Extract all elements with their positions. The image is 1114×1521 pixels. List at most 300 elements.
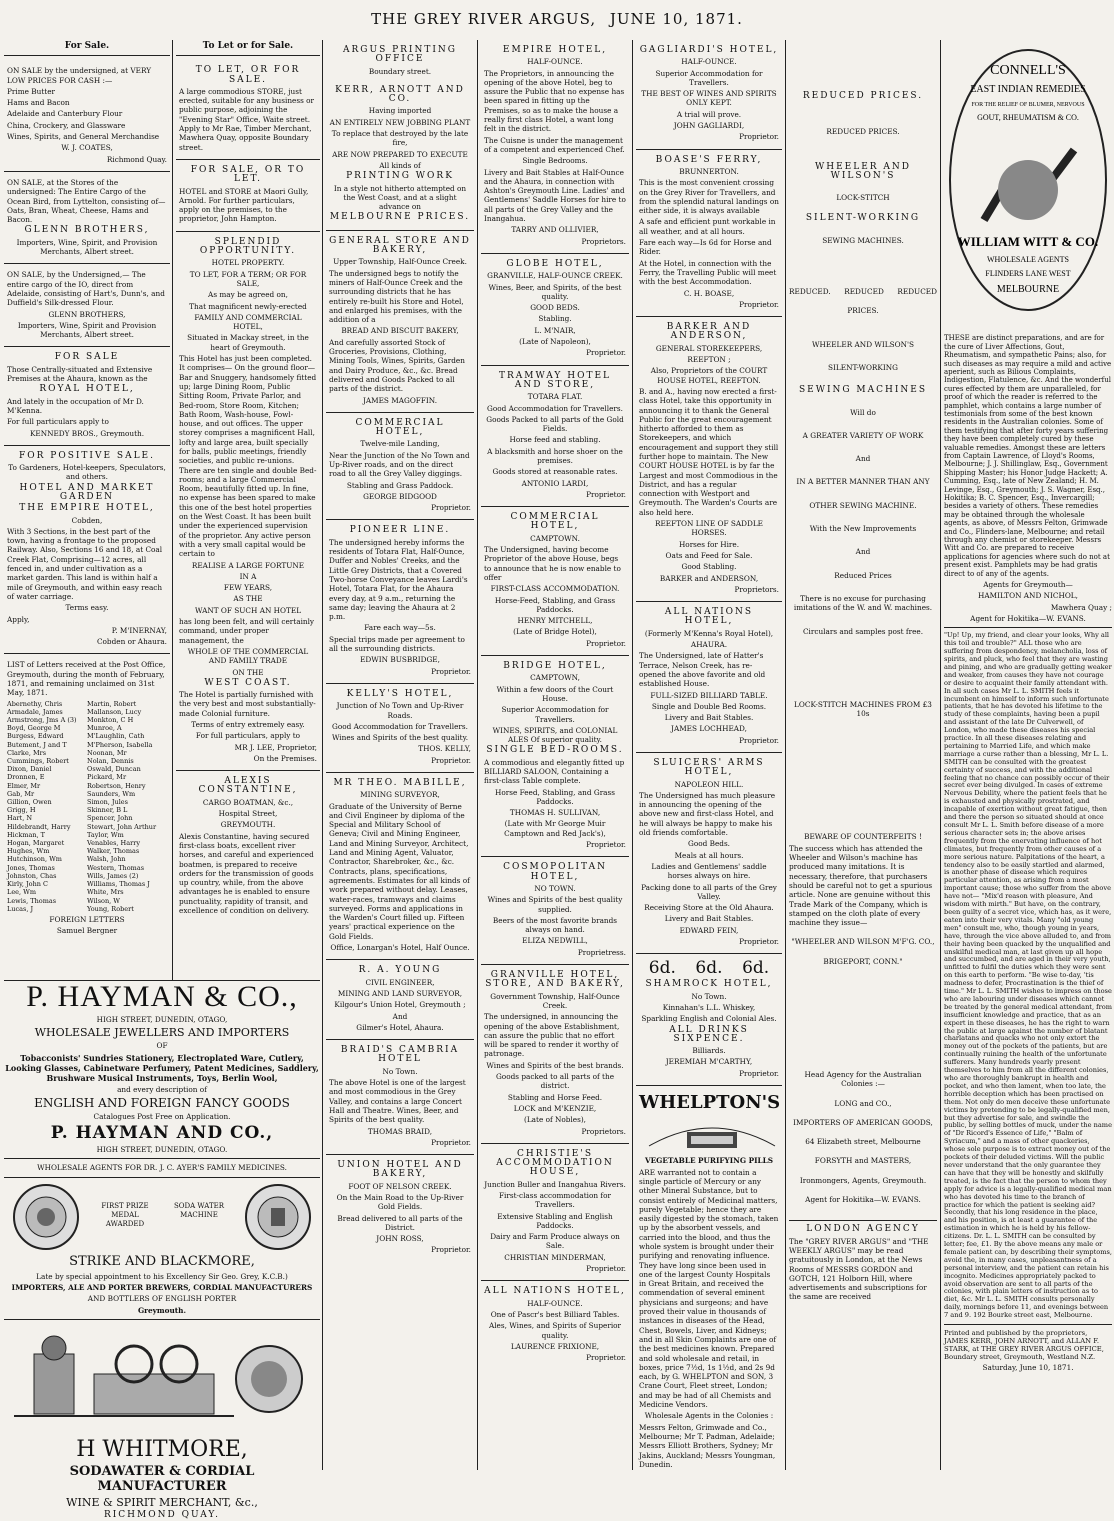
hayman-line: ENGLISH AND FOREIGN FANCY GOODS	[34, 1095, 290, 1110]
column-for-sale	[4, 40, 170, 980]
ad-line: GENERAL STOREKEEPERS,	[655, 343, 763, 353]
ad-title: BOASE'S FERRY,	[655, 154, 763, 165]
ad-line: HALF-OUNCE.	[681, 57, 737, 67]
ad-line: As may be agreed on,	[208, 290, 288, 300]
ad-general-store	[326, 231, 474, 413]
letter-name: Clarke, Mrs	[7, 748, 47, 757]
ad-line: Horses for Hire.	[678, 539, 740, 549]
signature: MR J. LEE, Proprietor,	[234, 742, 317, 752]
letter-name: Pickard, Mr	[87, 773, 127, 782]
ad-line: Terms of entry extremely easy.	[191, 720, 305, 729]
ad-line: WINES, SPIRITS, and COLONIAL ALES Of superior quality.	[492, 725, 618, 745]
signature: ANTONIO LARDI,	[521, 478, 589, 488]
ad-line: GOOD BEDS.	[530, 303, 580, 313]
ad-positive-sale	[4, 446, 170, 655]
ad-body: Messrs Felton, Grimwade and Co., Melbourne; Mr T. Padman, Adelaide; Messrs Elliott Brothers, Sydney; Mr Jakins, Auckland; Messrs Youngman, Dunedin.	[639, 1422, 776, 1469]
ad-line: No Town.	[691, 991, 727, 1001]
medal-icon	[243, 1182, 313, 1252]
ad-line: REEFTON ;	[687, 355, 731, 365]
ad-name: GLENN BROTHERS,	[48, 309, 126, 319]
ad-braid	[326, 1040, 474, 1155]
ad-title: TO LET, OR FOR SALE.	[195, 65, 301, 85]
item: Wines, Spirits, and General Merchandise	[7, 132, 160, 142]
ad-line: All kinds of	[379, 160, 421, 170]
ad-line: LOCK-STITCH MACHINES FROM £3 10s	[794, 699, 932, 719]
ad-body: The Undersigned, late of Hatter's Terrace, Nelson Creek, has re-opened the above favorite and old established House.	[639, 651, 766, 689]
signature: Proprietor.	[431, 666, 471, 676]
ad-line: HALF-OUNCE.	[527, 57, 583, 67]
ad-body: A safe and efficient punt workable in all weather, and at all hours.	[639, 217, 776, 236]
issue-date: JUNE 10, 1871.	[609, 10, 743, 28]
ad-line: PRINTING WORK	[346, 171, 454, 182]
ad-line: Situated in Mackay street, in the heart of Greymouth.	[187, 333, 309, 352]
ad-title: KELLY'S HOTEL,	[346, 688, 454, 699]
ad-line: TO LET, FOR A TERM; OR FOR SALE,	[189, 269, 307, 288]
foreign-letters: FOREIGN LETTERS	[49, 914, 125, 924]
badge-text: CONNELL'S	[990, 63, 1066, 78]
divider	[4, 1158, 320, 1159]
ad-body: To Gardeners, Hotel-keepers, Speculators, and others.	[8, 463, 166, 482]
ad-title: REDUCED PRICES.	[802, 91, 924, 101]
ad-body: The Undersigned, having become Proprietor of the above House, begs to announce that he is now enable to offer	[484, 545, 621, 582]
ad-line: Sparkling English and Colonial Ales.	[641, 1014, 777, 1024]
ad-commercial-hotel	[326, 413, 474, 521]
ad-letters-list	[4, 654, 170, 942]
column-header: For Sale.	[64, 41, 110, 51]
ad-line: (Formerly M'Kenna's Royal Hotel),	[644, 628, 774, 638]
ad-line: WHEELER AND WILSON'S	[812, 339, 914, 349]
ad-line: Will do	[850, 407, 876, 417]
letter-name: Noonan, Mr	[87, 748, 127, 757]
signature: Proprietor.	[431, 755, 471, 765]
ad-line: Stabling.	[538, 314, 572, 324]
ad-sluicers-arms	[636, 753, 782, 954]
imprint-date: Saturday, June 10, 1871.	[982, 1363, 1074, 1373]
strike-line: AND BOTTLERS OF ENGLISH PORTER	[87, 1294, 237, 1304]
column-4	[481, 40, 629, 1470]
letter-name: Armstrong, Jms A (3)	[7, 716, 77, 725]
letter-name: Jones, Thomas	[7, 863, 55, 872]
ad-title: BRAID'S CAMBRIA HOTEL	[340, 1045, 460, 1065]
ad-body: With 3 Sections, in the best part of the town, having a frontage to the proposed Railway. Also, Sections 16 and 18, at Coal Creek Flat, Comprising—12 acres, all fenced in, and under cultivation as a market garden. This land is within half a mile of Greymouth, and within easy reach of water carriage.	[7, 526, 163, 601]
ad-line: One of Pascr's best Billiard Tables.	[490, 1309, 620, 1319]
ad-pioneer-line	[326, 520, 474, 683]
ad-line: GRANVILLE, HALF-OUNCE CREEK.	[487, 271, 623, 281]
ad-line: Upper Township, Half-Ounce Creek.	[333, 257, 467, 267]
ad-alexis	[176, 771, 320, 922]
ad-body: The Proprietors, in announcing the opening of the above Hotel, beg to assure the Public that no expense has been spared in fitting up the Premises, so as to make the house a really first class Hotel, a want long felt in the district.	[484, 68, 625, 134]
ad-line: BRIGEPORT, CONN."	[823, 956, 903, 966]
ad-line: Goods stored at reasonable rates.	[492, 467, 618, 477]
price: 6d.	[742, 958, 770, 979]
ad-body: The undersigned, in announcing the opening of the above Establishment, can assure the public that no effort will be spared to render it worthy of patronage.	[484, 1012, 620, 1059]
ad-line: Livery and Bait Stables.	[664, 914, 754, 924]
whitmore-line: RICHMOND QUAY.	[103, 1510, 221, 1521]
letter-name: Skinner, B L	[87, 806, 128, 815]
masthead	[0, 0, 1114, 38]
ad-line: First-class accommodation for Travellers.	[498, 1190, 612, 1210]
ad-line: Wines and Spirits of the best quality supplied.	[487, 895, 623, 914]
ad-title: SPLENDID OPPORTUNITY.	[199, 236, 297, 257]
ad-title: GAGLIARDI'S HOTEL,	[639, 45, 779, 55]
whitmore-line: SODAWATER & CORDIAL MANUFACTURER	[69, 1464, 255, 1495]
ad-body: The Cuisne is under the management of a competent and experienced Chef.	[484, 135, 625, 154]
signature: THOS. KELLY,	[418, 744, 471, 754]
ad-body: And lately in the occupation of Mr D. M'Kenna.	[7, 396, 144, 415]
ad-shamrock	[636, 954, 782, 1086]
ad-line: ON THE	[232, 667, 264, 677]
ad-name: GLENN BROTHERS,	[24, 225, 150, 236]
ad-line: Dairy and Farm Produce always on Sale.	[490, 1232, 620, 1251]
hayman-address: HIGH STREET, DUNEDIN, OTAGO,	[96, 1015, 228, 1024]
signature: P. M'INERNAY,	[111, 625, 167, 635]
ad-line: THE BEST OF WINES AND SPIRITS ONLY KEPT.	[641, 89, 777, 108]
ad-line: Horse Feed, Stabling, and Grass Paddocks.	[494, 787, 616, 806]
letter-name: Oswald, Duncan	[87, 765, 141, 774]
ad-line: Receiving Store at the Old Ahaura.	[644, 903, 774, 913]
divider	[944, 627, 1112, 628]
column-7	[944, 40, 1112, 1470]
signature: LOCK and M'KENZIE,	[513, 1103, 597, 1113]
letter-name: Lee, Wm	[7, 888, 36, 897]
letter-name: Martin, Robert	[87, 699, 137, 708]
ad-line: SILENT-WORKING	[805, 213, 921, 224]
ad-bridge-hotel	[481, 656, 629, 857]
ad-line: Head Agency for the Australian Colonies :—	[804, 1069, 922, 1089]
letter-name: Mallanson, Lucy	[87, 707, 142, 716]
ad-line: MINING AND LAND SURVEYOR,	[337, 988, 463, 998]
signature: GEORGE BIDGOOD	[363, 491, 437, 501]
price: 6d.	[648, 958, 676, 979]
letter-name: Taylor, Wm	[87, 830, 124, 839]
letter-name: Dronnen, E	[7, 773, 45, 782]
price: 6d.	[695, 958, 723, 979]
ad-line: Circulars and samples post free.	[802, 626, 924, 636]
ad-line: BRUNNERTON.	[679, 166, 739, 176]
ad-line: Fare each way—5s.	[364, 623, 436, 633]
ad-line: Packing done to all parts of the Grey Valley.	[641, 882, 777, 901]
letter-name: Munroe, A	[87, 724, 122, 733]
ad-line: Agent for Hokitika—W. EVANS.	[970, 613, 1086, 623]
letter-name: Hutchinson, Wm	[7, 855, 62, 864]
pill-box-icon	[639, 1116, 785, 1152]
letter-name: Lewis, Thomas	[7, 896, 57, 905]
letter-name: Venables, Harry	[87, 839, 140, 848]
ad-line: GREYMOUTH.	[220, 820, 276, 830]
ad-line: Wines and Spirits of the best quality.	[331, 733, 469, 743]
ad-body: The undersigned begs to notify the miners of Half-Ounce Creek and the surrounding districts that he has entirely re-built his Store and Hotel, and enlarged his premises, with the addition of a	[329, 268, 464, 325]
ad-line: Twelve-mile Landing,	[360, 439, 440, 449]
ad-title: FOR POSITIVE SALE.	[19, 450, 155, 461]
letter-name: Cummings, Robert	[7, 757, 69, 766]
ad-line: No Town.	[382, 1066, 418, 1076]
ad-title: FOR SALE, OR TO LET.	[190, 164, 306, 185]
names-right	[87, 700, 167, 913]
ad-to-let	[176, 60, 320, 160]
letter-name: Grigg, H	[7, 806, 36, 815]
ad-line: Billiards.	[692, 1046, 726, 1056]
signature: (Late of Napoleon),	[519, 337, 591, 347]
ad-line: TOTARA FLAT.	[527, 392, 583, 402]
hayman-line: and every description of	[117, 1084, 207, 1094]
ad-line: Hospital Street,	[218, 809, 278, 819]
hayman-name-2: P. HAYMAN AND CO.,	[50, 1123, 274, 1144]
ad-body: The undersigned hereby informs the residents of Totara Flat, Half-Ounce, Duffer and Nobles' Creeks, and the Little Grey Districts, that a Covered Two-horse Conveyance leaves Lardi's Hotel, Totara Flat, for the Ahaura every day, at 9 a.m., returning the same day; leaving the Ahaura at 2 p.m.	[329, 537, 468, 622]
ad-body: Livery and Bait Stables at Half-Ounce and the Ahaura, in connection with Ashton's Greymouth Line. Ladies' and Gentlemens' Saddle Horses for hire to all parts of the Grey Valley and the Inangahua.	[484, 167, 626, 224]
ad-line: For full particulars, apply to	[195, 731, 301, 741]
ad-line: Goods Packed to all parts of the Gold Fields.	[486, 414, 624, 434]
medal-caption: SODA WATER MACHINE	[174, 1201, 224, 1220]
ad-title: ALEXIS CONSTANTINE,	[198, 776, 298, 796]
column-rule	[322, 40, 323, 1470]
whitmore-line: WINE & SPIRIT MERCHANT, &c.,	[66, 1496, 258, 1510]
signature: Proprietor.	[431, 1245, 471, 1255]
strike-name: STRIKE AND BLACKMORE,	[69, 1253, 255, 1269]
medal-caption: FIRST PRIZE MEDAL AWARDED	[101, 1201, 149, 1229]
ad-line: REDUCED PRICES.	[826, 127, 900, 137]
ad-body: For full particulars apply to	[7, 417, 109, 427]
signature: W. J. COATES,	[61, 143, 113, 153]
ad-line: To replace that destroyed by the late fire,	[331, 129, 469, 148]
ad-line: CARGO BOATMAN, &c.,	[202, 797, 294, 807]
ad-title: MR THEO. MABILLE,	[333, 778, 467, 788]
paper-name: THE GREY RIVER ARGUS,	[371, 10, 597, 28]
ad-whelptons-pills	[636, 1086, 782, 1476]
ad-gagliardi	[636, 40, 782, 150]
signature: EDWIN BUSBRIDGE,	[360, 655, 440, 665]
ad-line: Agents for Greymouth—	[983, 580, 1073, 590]
ad-line: Ladies and Gentlemens' saddle horses always on hire.	[651, 861, 767, 881]
ad-line: LONG and CO.,	[834, 1098, 892, 1108]
whitmore-name: H WHITMORE,	[76, 1437, 248, 1463]
letter-name: Nolan, Dennis	[87, 757, 134, 766]
ad-line: ALL DRINKS SIXPENCE.	[669, 1024, 749, 1044]
signature: Proprietor.	[586, 1353, 626, 1363]
ad-line: Junction of No Town and Up-River Roads.	[336, 701, 464, 720]
ad-line: OTHER SEWING MACHINE.	[809, 500, 917, 510]
ad-title: ALL NATIONS HOTEL,	[484, 1286, 626, 1297]
ad-line: Wines and Spirits of the best brands.	[486, 1060, 624, 1070]
ad-line: And	[392, 1011, 408, 1021]
ad-title: ARGUS PRINTING OFFICE	[343, 45, 457, 65]
signature: Proprietor.	[431, 503, 471, 513]
ad-line: FOOT OF NELSON CREEK.	[348, 1181, 452, 1191]
ad-body: Those Centrally-situated and Extensive Premises at the Ahaura, known as the	[7, 364, 153, 384]
item: Hams and Bacon	[7, 98, 70, 108]
letter-name: Dixon, Daniel	[7, 765, 52, 774]
connells-remedies-badge-icon	[944, 40, 1112, 330]
ad-title: COMMERCIAL HOTEL,	[510, 512, 600, 532]
signature: TARRY AND OLLIVIER,	[511, 225, 599, 235]
ad-body: Special trips made per agreement to all the surrounding districts.	[329, 634, 465, 654]
ad-body: "Up! Up, my friend, and clear your looks, Why all this toil and trouble?" ALL those who are suffering from despondency, melancholia, loss of spirits, and pluck, who feel that they are wasting and pining, and who are gradually getting weaker and weaker, from causes they have not courage or desire to acquaint their family attendant with. In all such cases Mr L. L. SMITH feels it incumbent on himself to inform such unfortunate patients, that he has devoted his lifetime to the study of these complaints, having been a pupil and assistant of the late Dr Culverwell, of London, who made these diseases his special practice. In all these diseases relating and pertaining to Married Life, and which make marriage a curse rather than a blessing, Mr L. L. SMITH can be consulted with the greatest certainty of success, and with the additional feeling that no chance can possibly occur of their secret ever being divulged. In cases of extreme Nervous Debility, where the patient feels that he is exhausted and physically prostrated, and incapable of exertion without great fatigue, then and there the person so situated should at once consult Mr L. L. Smith before disease of a more serious character sets in; the above arises frequently from the enervating influence of hot climates, but frequently from other causes of a more serious nature. Palpitations of the heart, a tendency also to be easily startled and alarmed, is another phase of disease which requires particular attention, as arising from a most important cause; those who suffer from the above have not— "Mix'd reason with pleasure, And wisdom with mirth." But have, on the contrary, been guilty of a secret vice, which has, as it were, eaten into their very vitals. Many "old young men" consult me, who, though young in years, have, through the vice above alluded to, and from their having been quacked by the unqualified and unskilful medical man, at last given up all hope and succumbed, and are aged in their very youth, unfitted to fulfil the duties which they were sent on this earth to perform. "Be wise to-day, 'tis madness to defer, Procrastination is the thief of time." Mr L. L. SMITH wishes to impress on those who are labouring under diseases which cannot be treated by the general medical attendant, from insufficient knowledge and practice, that as an expert in these diseases, he has the right to warn the public at large against the number of blatant charlatans and quacks who not only extort the money out of the pockets of the patients, but are continually ruining the health of the unfortunate sufferers. Many hundreds yearly present themselves to him from all the different colonies, who are thoroughly bankrupt in health and pocket, and who then lament, when too late, the horrible deception which has been practised on them. Not only do men deceive these unfortunate victims by pretending to be legally-qualified men, but they advertise for sale, and swindle the public, by selling bottles of muck, under the name of "Dr Ricord's Essence of Life," "Balm of Syriacum," and a mass of other quackeries, whose sole purpose is to extract money out of the pockets of their deluded victims. Will the public never understand that the only guarantee they can have that they will be honestly and skilfully treated, is the fact that the person to whom they apply for advice is a legally-qualified medical man who has devoted his time to the branch of practice for which the patient is seeking aid? Secondly, that his long residence in the place, and his position, is at least a guarantee of the estimation in which he is held by his fellow-citizens. Dr. L. L. SMITH can be consulted by letter; fee, £1. By the above means any male or female patient can, by describing their symptoms, avoid the, in many cases, unpleasantness of a personal interview, and the patient can retain his incognito. Medicines appropriately packed to avoid observation are sent to all parts of the colonies, with plain letters of instruction as to diet, &c. Mr L. L. SMITH consults personally daily, mornings before 11, and evenings between 7 and 9. 192 Bourke street east, Melbourne.	[944, 631, 1112, 1320]
ad-body: And carefully assorted Stock of Groceries, Provisions, Clothing, Mining Tools, Wines, Spirits, Garden and Dairy Produce, &c., &c. Bread delivered and Goods Packed to all parts of the district.	[329, 337, 465, 394]
names-left	[7, 700, 87, 913]
column-rule	[940, 40, 941, 1470]
ad-line: CIVIL ENGINEER,	[365, 977, 435, 987]
letter-name: Lucas, J	[7, 904, 34, 913]
ad-line: Oats and Feed for Sale.	[665, 550, 753, 560]
signature: Proprietor.	[586, 840, 626, 850]
ad-line: That magnificent newly-erected	[189, 301, 307, 311]
letter-names	[7, 700, 167, 913]
ad-body: On the Main Road to the Up-River Gold Fields.	[336, 1192, 464, 1212]
ad-line: There is no excuse for purchasing imitations of the W. and W. machines.	[793, 593, 933, 613]
letter-name: Simon, Jules	[87, 798, 128, 807]
ad-line: NAPOLEON HILL.	[674, 779, 744, 789]
letter-name: Armadale, James	[7, 707, 63, 716]
ad-place: Cobden,	[71, 515, 103, 525]
ad-body: At the Hotel, in connection with the Ferry, the Travelling Public will meet with the best Accommodation.	[639, 258, 777, 287]
signature: Proprietor.	[739, 299, 779, 309]
ad-body: B. and A., having now erected a first-class Hotel, take this opportunity in announcing it to thank the General Public for the great encouragement hitherto afforded to them as Storekeepers, and which encouragement and support they still further hope to maintain. The New COURT HOUSE HOTEL is by far the Largest and most Commodious in the District, and has a regular connection with Westport and Greymouth. The Warden's Courts are also held here.	[639, 386, 779, 517]
letter-name: Butement, J and T	[7, 740, 67, 749]
ad-line: AS THE	[233, 594, 263, 604]
signature: (Late with Mr George Muir Camptown and Red Jack's),	[504, 819, 606, 838]
letter-name: Monkton, C H	[87, 716, 134, 725]
letter-name: Gab, Mr	[7, 789, 35, 798]
ad-line: Ales, Wines, and Spirits of Superior quality.	[488, 1321, 622, 1340]
ad-title: BEWARE OF COUNTERFEITS !	[804, 832, 922, 842]
ad-line: Extensive Stabling and English Paddocks.	[497, 1211, 613, 1230]
reduced-label: REDUCED.	[789, 287, 831, 297]
column-rule	[632, 40, 633, 1470]
ad-young	[326, 960, 474, 1040]
ad-line: Goods packed to all parts of the district.	[495, 1072, 615, 1091]
ad-body: The above Hotel is one of the largest and most commodious in the Grey Valley, and contains a large Concert Hall and Theatre. Wines, Beer, and Spirits of the best quality.	[329, 1078, 466, 1125]
reduced-label: REDUCED	[897, 287, 937, 297]
letter-name: Walsh, John	[87, 855, 126, 864]
ad-line: In a style not hitherto attempted on the West Coast, and at a slight advance on	[333, 183, 467, 212]
letter-name: Elmer, Mr	[7, 781, 41, 790]
divider	[4, 1177, 320, 1178]
ad-line: Junction Buller and Inangahua Rivers.	[484, 1179, 626, 1189]
hayman-agents: WHOLESALE AGENTS FOR DR. J. C. AYER'S FAMILY MEDICINES.	[37, 1163, 287, 1173]
ad-glenn-2	[4, 264, 170, 347]
ad-desc: Importers, Wine, Spirit, and Provision Merchants, Albert street.	[16, 237, 158, 257]
ad-line: AN ENTIRELY NEW JOBBING PLANT	[329, 117, 471, 127]
machinery-illustration-icon	[4, 1324, 320, 1434]
ad-line: SINGLE BED-ROOMS.	[486, 745, 624, 756]
ad-title: FOR SALE	[54, 352, 120, 363]
ad-line: A trial will prove.	[676, 109, 742, 119]
ad-body: ARE warranted not to contain a single particle of Mercury or any other Mineral Substance, but to consist entirely of Medicinal matters, purely Vegetable; hence they are easily digested by the stomach, taken up by the absorbent vessels, and carried into the blood, and thus the whole system is brought under their purifying and renovating influence. They have long since been used in one of the largest County Hospitals in Great Britain, and received the commendation of several eminent physicians and surgeons; and have proved their value in thousands of instances in diseases of the Head, Chest, Bowels, Liver, and Kidneys; and in all Skin Complaints are one of the best medicines known. Prepared and sold wholesale and retail, in boxes, price 7½d, 1s 1½d, and 2s 9d each, by G. WHELPTON and SON, 3 Crane Court, Fleet street, London; and may be had of all Chemists and Medicine Vendors.	[639, 1167, 779, 1410]
ad-line: Wines, Beer, and Spirits, of the best quality.	[488, 282, 622, 301]
ad-line: Good Stabling.	[681, 562, 737, 572]
medals	[4, 1182, 320, 1252]
signature: EDWARD FEIN,	[679, 925, 739, 935]
letter-name: Hogan, Margaret	[7, 839, 65, 848]
strike-line: Greymouth.	[137, 1305, 187, 1315]
ad-title: EMPIRE HOTEL,	[502, 45, 608, 55]
ad-line: SEWING MACHINES.	[822, 235, 904, 245]
badge-text: FLINDERS LANE WEST	[985, 269, 1071, 278]
ad-body: A large commodious STORE, just erected, suitable for any business or public purpose, adjoining the "Evening Star" Office, Waite street. Apply to Mr Rae, Timber Merchant, Mawhera Quay, opposite Boundary street.	[179, 86, 315, 152]
ad-line: Beers of the most favorite brands always on hand.	[492, 915, 618, 935]
signature: JAMES LOCHHEAD,	[671, 724, 747, 734]
whelpton-subtitle: VEGETABLE PURIFYING PILLS	[644, 1156, 774, 1166]
ad-maori-gully	[176, 160, 320, 232]
badge-text: WILLIAM WITT & CO.	[957, 234, 1099, 249]
signature: HENRY MITCHELL,	[517, 616, 593, 626]
ad-line: Superior Accommodation for Travellers.	[655, 68, 763, 87]
hayman-line: WHOLESALE JEWELLERS AND IMPORTERS	[34, 1026, 290, 1040]
column-rule	[477, 40, 478, 1470]
london-agency-title: LONDON AGENCY	[806, 1224, 920, 1235]
ad-all-nations-ahaura	[636, 602, 782, 753]
ad-splendid	[176, 232, 320, 771]
column-6	[789, 40, 937, 1470]
ad-cosmopolitan-hotel	[481, 857, 629, 965]
ad-line: Having imported	[368, 106, 432, 116]
ad-line: Livery and Bait Stables.	[664, 713, 754, 723]
ad-line: Reduced Prices	[834, 570, 892, 580]
signature: JAMES MAGOFFIN.	[362, 395, 438, 405]
ad-title: TRAMWAY HOTEL AND STORE,	[498, 370, 611, 390]
ad-title: BRIDGE HOTEL,	[503, 661, 607, 672]
letter-name: Wills, James (2)	[87, 871, 139, 880]
ad-line: AHAURA.	[690, 640, 728, 650]
signature: Proprietor.	[431, 1137, 471, 1147]
reduced-label: REDUCED	[844, 287, 884, 297]
ad-commercial-hotel-camptown	[481, 507, 629, 656]
signature: CHRISTIAN MINDERMAN,	[504, 1252, 606, 1262]
ad-empire-hotel	[481, 40, 629, 254]
ad-body: The Hotel is partially furnished with the very best and most substantially-made Colonial furniture.	[179, 690, 316, 718]
signature: THOMAS H. SULLIVAN,	[509, 808, 601, 818]
ad-line: "WHEELER AND WILSON M'F'G. CO.,	[791, 937, 935, 947]
ad-title: UNION HOTEL AND BAKERY,	[337, 1160, 463, 1180]
ad-name: KERR, ARNOTT AND CO.	[335, 84, 465, 105]
letter-name: Gillion, Owen	[7, 798, 52, 807]
ad-globe-hotel	[481, 254, 629, 366]
ad-all-nations-half-ounce	[481, 1281, 629, 1369]
ad-line: Gilmer's Hotel, Ahaura.	[356, 1022, 444, 1032]
ad-title: R. A. YOUNG	[358, 965, 442, 976]
ad-body: The Undersigned has much pleasure in announcing the opening of the above new and first-class Hotel, and he will always be happy to make his old friends comfortable.	[639, 790, 776, 838]
ad-line: CAMPTOWN,	[530, 673, 580, 683]
signature: Proprietress.	[577, 947, 626, 957]
ad-line: WHOLE OF THE COMMERCIAL AND FAMILY TRADE	[187, 646, 309, 666]
divider	[176, 55, 320, 56]
ad-line: PRICES.	[847, 306, 879, 316]
letter-name: Burgess, Edward	[7, 732, 64, 741]
strike-line: Late by special appointment to his Excellency Sir Geo. Grey, K.C.B.)	[36, 1271, 288, 1281]
medal-icon	[11, 1182, 81, 1252]
ad-line: Office, Lonargan's Hotel, Half Ounce.	[330, 943, 470, 953]
letter-name: Hickman, T	[7, 830, 46, 839]
signature: C. H. BOASE,	[683, 288, 735, 298]
ad-line: SEWING MACHINES	[798, 385, 928, 396]
signature: KENNEDY BROS., Greymouth.	[29, 428, 145, 438]
letter-name: Hildebrandt, Harry	[7, 822, 71, 831]
ad-coates	[4, 60, 170, 172]
letter-name: Hart, N	[7, 814, 33, 823]
ad-line: Horse feed and stabling.	[509, 435, 601, 445]
signature: Proprietor.	[739, 937, 779, 947]
ad-line: BREAD AND BISCUIT BAKERY,	[341, 326, 459, 336]
ad-line: A GREATER VARIETY OF WORK	[802, 430, 924, 440]
ad-body: This Hotel has just been completed. It comprises— On the ground floor—Bar and Snuggery, handsomely fitted up; large Dining Room, Public Sitting Room, Private Parlor, and Bed-room, Store Room, Kitchen; Bath Room, Wash-house, Fowl-house, and out offices. The upper storey comprises a magnificent Hall, lofty and large area, built specially for balls, public meetings, friendly societies, and public re-unions. There are ten single and double Bed-rooms; and a large Commercial Room, beautifully fitted up. In fine, no expense has been spared to make this one of the best hotel properties on the West Coast. It has been built under the experienced supervision of the proprietor. Any active person with a very small capital would be certain to	[179, 354, 317, 559]
letter-name: Western, Thomas	[87, 863, 145, 872]
address: Richmond Quay.	[106, 154, 167, 164]
hayman-line: Tobacconists' Sundries Stationery, Electroplated Ware, Cutlery, Looking Glasses, Cabinetware Perfumery, Patent Medicines, Saddlery, Brushware Musical Instruments, Toys, Berlin Wool,	[5, 1052, 319, 1083]
ad-line: Kilgour's Union Hotel, Greymouth ;	[334, 1000, 466, 1010]
divider	[944, 1324, 1112, 1325]
ad-title: SLUICERS' ARMS HOTEL,	[653, 758, 765, 778]
ad-line: LOCK-STITCH	[836, 193, 890, 203]
column-header: To Let or for Sale.	[202, 41, 294, 51]
